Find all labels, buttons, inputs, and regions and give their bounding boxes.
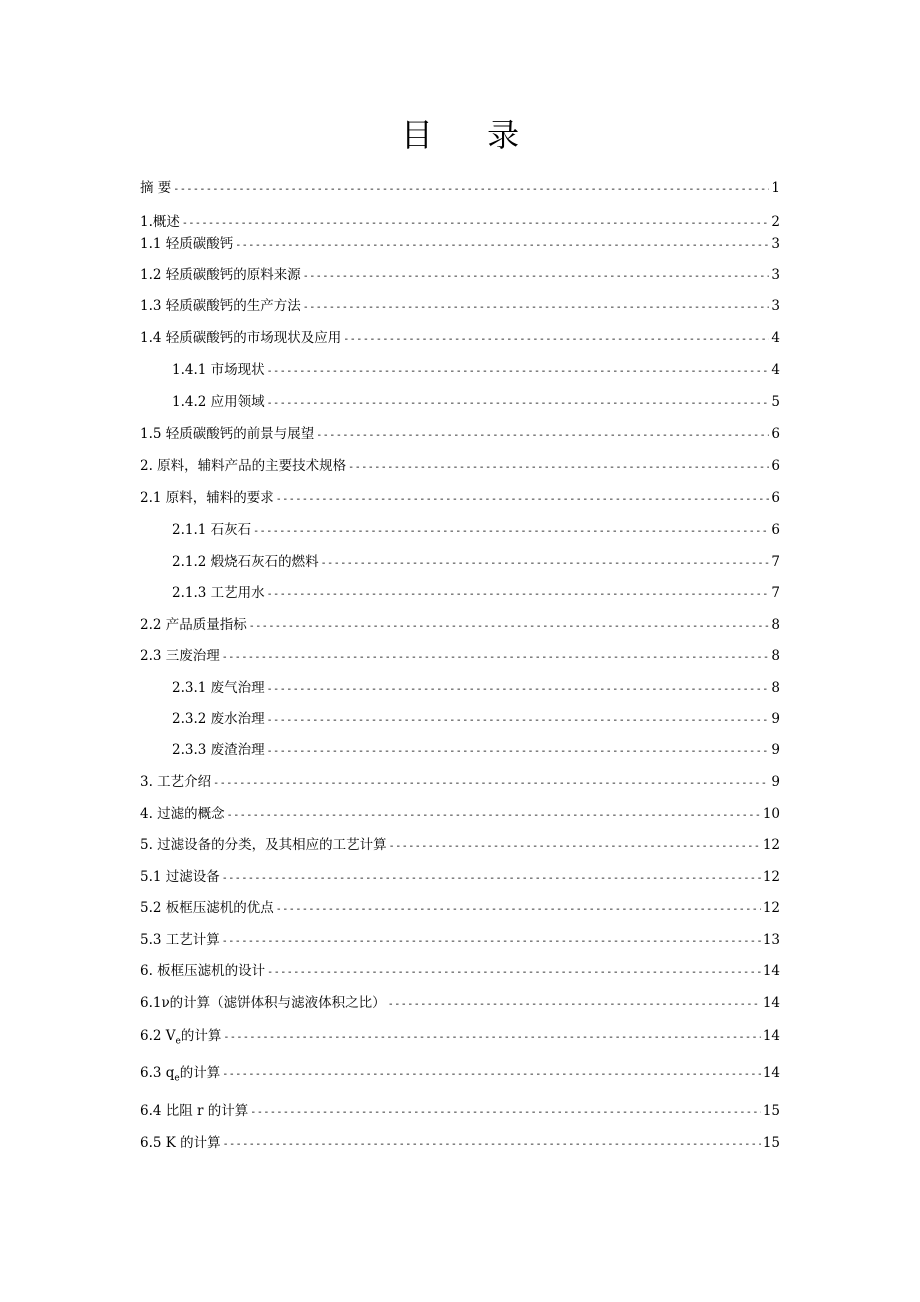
dot-leader — [222, 869, 761, 889]
toc-page-number: 8 — [771, 648, 780, 664]
toc-entry[interactable] — [140, 772, 780, 794]
toc-entry[interactable] — [140, 456, 780, 478]
dot-leader — [276, 900, 761, 920]
dot-leader — [276, 490, 770, 510]
toc-entry-label: 2.3.2 废水治理 — [172, 711, 265, 727]
dot-leader — [250, 1103, 761, 1123]
dot-leader — [267, 742, 770, 762]
toc-page-number: 9 — [771, 711, 780, 727]
toc-page-number: 4 — [771, 330, 780, 346]
toc-page-number: 6 — [771, 458, 780, 474]
toc-entry-label: 2.1 原料，辅料的要求 — [140, 490, 274, 506]
toc-entry-label: 5.1 过滤设备 — [140, 869, 220, 885]
toc-entry-label: 6. 板框压滤机的设计 — [140, 963, 266, 979]
toc-entry[interactable] — [172, 360, 780, 382]
dot-leader — [213, 774, 769, 794]
dot-leader — [227, 806, 761, 826]
toc-page-number: 13 — [762, 932, 780, 948]
toc-entry-label: 3. 工艺介绍 — [140, 774, 212, 790]
toc-entry-label: 2.1.2 煅烧石灰石的燃料 — [172, 554, 319, 570]
toc-page-number: 14 — [762, 1028, 780, 1044]
toc-entry[interactable] — [140, 993, 780, 1015]
toc-entry[interactable] — [172, 678, 780, 700]
toc-entry-label: 1.5 轻质碳酸钙的前景与展望 — [140, 426, 315, 442]
toc-page-number: 15 — [762, 1135, 780, 1151]
dot-leader — [343, 330, 769, 350]
dot-leader — [235, 236, 769, 256]
toc-entry[interactable] — [140, 234, 780, 256]
toc-page-number: 2 — [771, 214, 780, 230]
toc-entry[interactable] — [172, 392, 780, 414]
toc-page-number: 1 — [771, 180, 780, 196]
toc-page-number: 6 — [771, 522, 780, 538]
toc-entry[interactable] — [140, 961, 780, 983]
toc-page-number: 12 — [762, 869, 780, 885]
toc-entry[interactable] — [140, 424, 780, 446]
dot-leader — [182, 214, 770, 234]
toc-entry-label: 1.4.2 应用领域 — [172, 394, 265, 410]
toc-entry-label: 5.2 板框压滤机的优点 — [140, 900, 274, 916]
dot-leader — [303, 298, 770, 318]
toc-entry-label: 5. 过滤设备的分类，及其相应的工艺计算 — [140, 837, 387, 853]
toc-page-number: 9 — [771, 774, 780, 790]
dot-leader — [223, 1135, 761, 1155]
toc-page-number: 12 — [762, 900, 780, 916]
toc-page-number: 10 — [762, 806, 780, 822]
dot-leader — [267, 680, 770, 700]
toc-page-number: 8 — [771, 680, 780, 696]
toc-entry-label: 2. 原料，辅料产品的主要技术规格 — [140, 458, 347, 474]
toc-entry-label: 1.概述 — [140, 214, 180, 230]
toc-entry[interactable] — [172, 520, 780, 542]
dot-leader — [267, 963, 761, 983]
toc-entry[interactable] — [140, 898, 780, 920]
toc-page-number: 7 — [771, 554, 780, 570]
dot-leader — [222, 1065, 761, 1085]
toc-entry-label: 1.3 轻质碳酸钙的生产方法 — [140, 298, 301, 314]
toc-page-number: 6 — [771, 490, 780, 506]
toc-entry-label: 摘 要 — [140, 180, 172, 196]
toc-entry[interactable] — [172, 583, 780, 605]
toc-page-number: 7 — [771, 585, 780, 601]
toc-entry[interactable] — [140, 265, 780, 287]
dot-leader — [267, 362, 770, 382]
toc-entry-label: 1.2 轻质碳酸钙的原料来源 — [140, 267, 301, 283]
toc-page-number: 6 — [771, 426, 780, 442]
toc-entry[interactable] — [172, 740, 780, 762]
toc-entry[interactable] — [140, 328, 780, 350]
toc-entry[interactable] — [140, 804, 780, 826]
toc-page-number: 3 — [771, 236, 780, 252]
toc-entry-label: 6.1ν的计算（滤饼体积与滤液体积之比） — [140, 995, 386, 1011]
toc-entry-label: 1.4 轻质碳酸钙的市场现状及应用 — [140, 330, 342, 346]
toc-entry-label: 6.5 K 的计算 — [140, 1135, 221, 1151]
toc-entry[interactable] — [140, 1133, 780, 1155]
toc-entry[interactable] — [140, 1063, 780, 1089]
toc-entry[interactable] — [172, 709, 780, 731]
dot-leader — [253, 522, 769, 542]
toc-entry-label: 6.4 比阻 r 的计算 — [140, 1103, 249, 1119]
toc-entry[interactable] — [140, 178, 780, 200]
toc-entry-label: 2.3 三废治理 — [140, 648, 220, 664]
dot-leader — [267, 394, 770, 414]
toc-entry-label: 2.2 产品质量指标 — [140, 617, 247, 633]
toc-page-number: 8 — [771, 617, 780, 633]
toc-entry-label: 4. 过滤的概念 — [140, 806, 225, 822]
dot-leader — [303, 267, 770, 287]
toc-page-number: 14 — [762, 995, 780, 1011]
toc-entry-label: 2.3.1 废气治理 — [172, 680, 265, 696]
toc-entry-label: 1.1 轻质碳酸钙 — [140, 236, 234, 252]
page-title: 目 录 — [400, 116, 542, 154]
toc-entry-label: 1.4.1 市场现状 — [172, 362, 265, 378]
toc-entry[interactable] — [140, 867, 780, 889]
toc-entry[interactable] — [140, 615, 780, 637]
toc-page-number: 14 — [762, 963, 780, 979]
toc-entry[interactable] — [140, 930, 780, 952]
toc-page-number: 12 — [762, 837, 780, 853]
dot-leader — [388, 995, 761, 1015]
toc-entry[interactable] — [140, 296, 780, 318]
toc-entry[interactable] — [140, 1026, 780, 1052]
dot-leader — [222, 932, 761, 952]
dot-leader — [267, 711, 770, 731]
toc-page-number: 15 — [762, 1103, 780, 1119]
dot-leader — [389, 837, 761, 857]
toc-entry[interactable] — [140, 1101, 780, 1123]
toc-entry-label: 2.3.3 废渣治理 — [172, 742, 265, 758]
dot-leader — [173, 180, 769, 200]
dot-leader — [321, 554, 770, 574]
toc-page-number: 3 — [771, 267, 780, 283]
dot-leader — [348, 458, 769, 478]
toc-entry-label: 5.3 工艺计算 — [140, 932, 220, 948]
toc-entry[interactable] — [140, 646, 780, 668]
toc-entry-label: 6.2 $V_e$的计算 — [140, 1028, 222, 1047]
toc-entry[interactable] — [140, 488, 780, 510]
dot-leader — [223, 1028, 760, 1048]
toc-entry[interactable] — [140, 835, 780, 857]
toc-entry-label: 2.1.1 石灰石 — [172, 522, 252, 538]
toc-page-number: 4 — [771, 362, 780, 378]
toc-entry[interactable] — [172, 552, 780, 574]
dot-leader — [267, 585, 770, 605]
dot-leader — [316, 426, 769, 446]
dot-leader — [222, 648, 770, 668]
toc-page-number: 3 — [771, 298, 780, 314]
toc-entry[interactable] — [140, 212, 780, 234]
toc-entry-label: 6.3 $q_e$的计算 — [140, 1065, 221, 1084]
toc-entry-label: 2.1.3 工艺用水 — [172, 585, 265, 601]
dot-leader — [249, 617, 770, 637]
toc-page-number: 9 — [771, 742, 780, 758]
toc-page-number: 5 — [771, 394, 780, 410]
toc-page-number: 14 — [762, 1065, 780, 1081]
